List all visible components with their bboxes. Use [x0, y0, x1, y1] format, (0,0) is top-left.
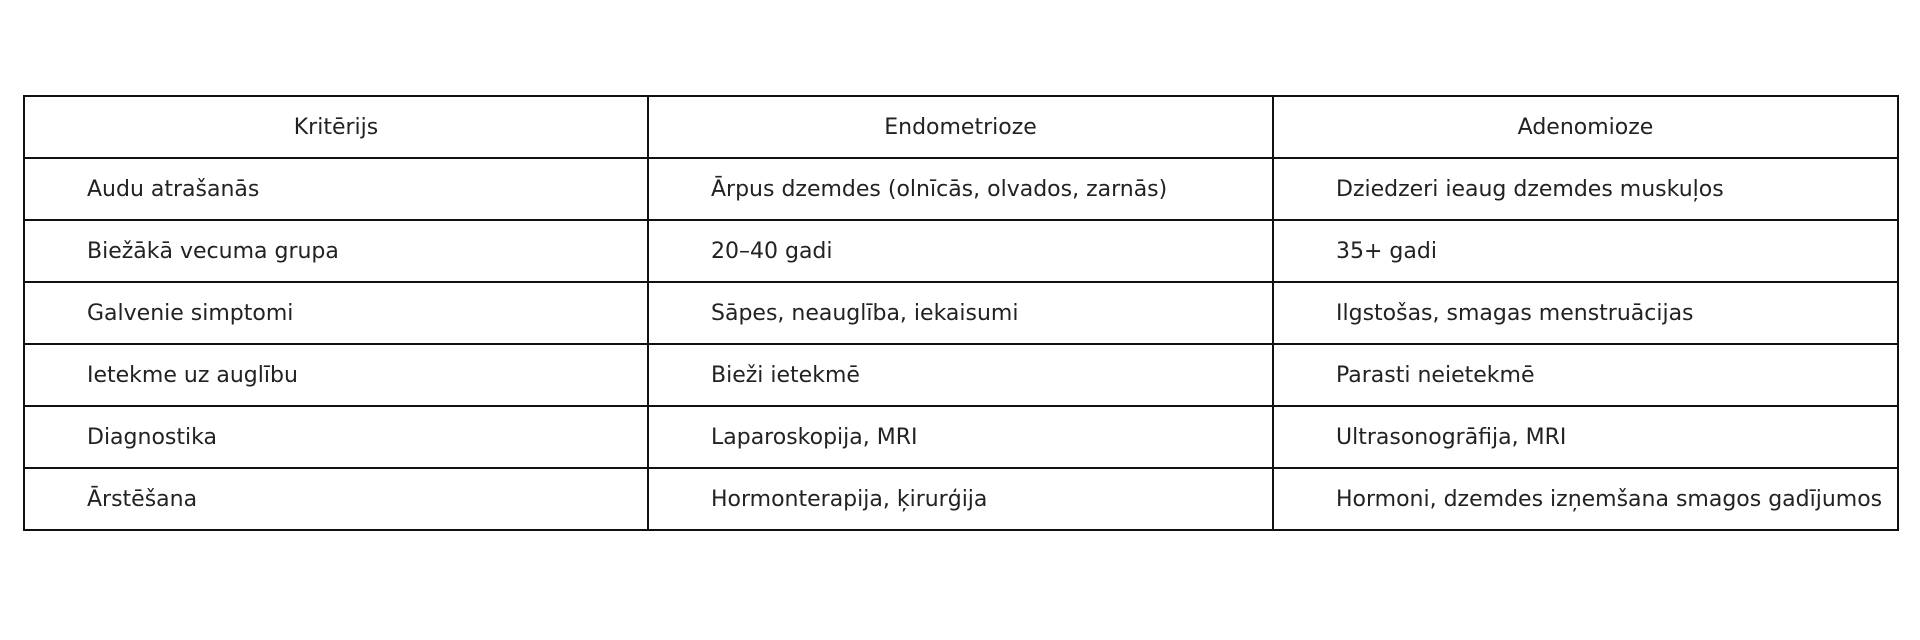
comparison-table-container: [23, 95, 1897, 531]
cell-endometriosis: 20–40 gadi: [648, 220, 1273, 282]
cell-adenomyosis: Hormoni, dzemdes izņemšana smagos gadījumos: [1273, 468, 1898, 530]
cell-endometriosis: Ārpus dzemdes (olnīcās, olvados, zarnās): [648, 158, 1273, 220]
cell-criterion: Galvenie simptomi: [24, 282, 648, 344]
cell-adenomyosis: Dziedzeri ieaug dzemdes muskuļos: [1273, 158, 1898, 220]
cell-criterion: Biežākā vecuma grupa: [24, 220, 648, 282]
table-row: [24, 406, 1898, 468]
table-body: [24, 158, 1898, 530]
header-criterion: Kritērijs: [24, 96, 648, 158]
table-row: [24, 282, 1898, 344]
cell-adenomyosis: Parasti neietekmē: [1273, 344, 1898, 406]
cell-endometriosis: Bieži ietekmē: [648, 344, 1273, 406]
header-endometriosis: Endometrioze: [648, 96, 1273, 158]
cell-adenomyosis: Ilgstošas, smagas menstruācijas: [1273, 282, 1898, 344]
cell-endometriosis: Laparoskopija, MRI: [648, 406, 1273, 468]
cell-criterion: Ietekme uz auglību: [24, 344, 648, 406]
header-adenomyosis: Adenomioze: [1273, 96, 1898, 158]
table-row: [24, 344, 1898, 406]
table-row: [24, 158, 1898, 220]
table-header: [24, 96, 1898, 158]
cell-endometriosis: Hormonterapija, ķirurģija: [648, 468, 1273, 530]
header-row: [24, 96, 1898, 158]
cell-endometriosis: Sāpes, neauglība, iekaisumi: [648, 282, 1273, 344]
cell-adenomyosis: Ultrasonogrāfija, MRI: [1273, 406, 1898, 468]
table-row: [24, 468, 1898, 530]
cell-criterion: Ārstēšana: [24, 468, 648, 530]
cell-criterion: Audu atrašanās: [24, 158, 648, 220]
cell-adenomyosis: 35+ gadi: [1273, 220, 1898, 282]
table-row: [24, 220, 1898, 282]
comparison-table: [23, 95, 1899, 531]
cell-criterion: Diagnostika: [24, 406, 648, 468]
